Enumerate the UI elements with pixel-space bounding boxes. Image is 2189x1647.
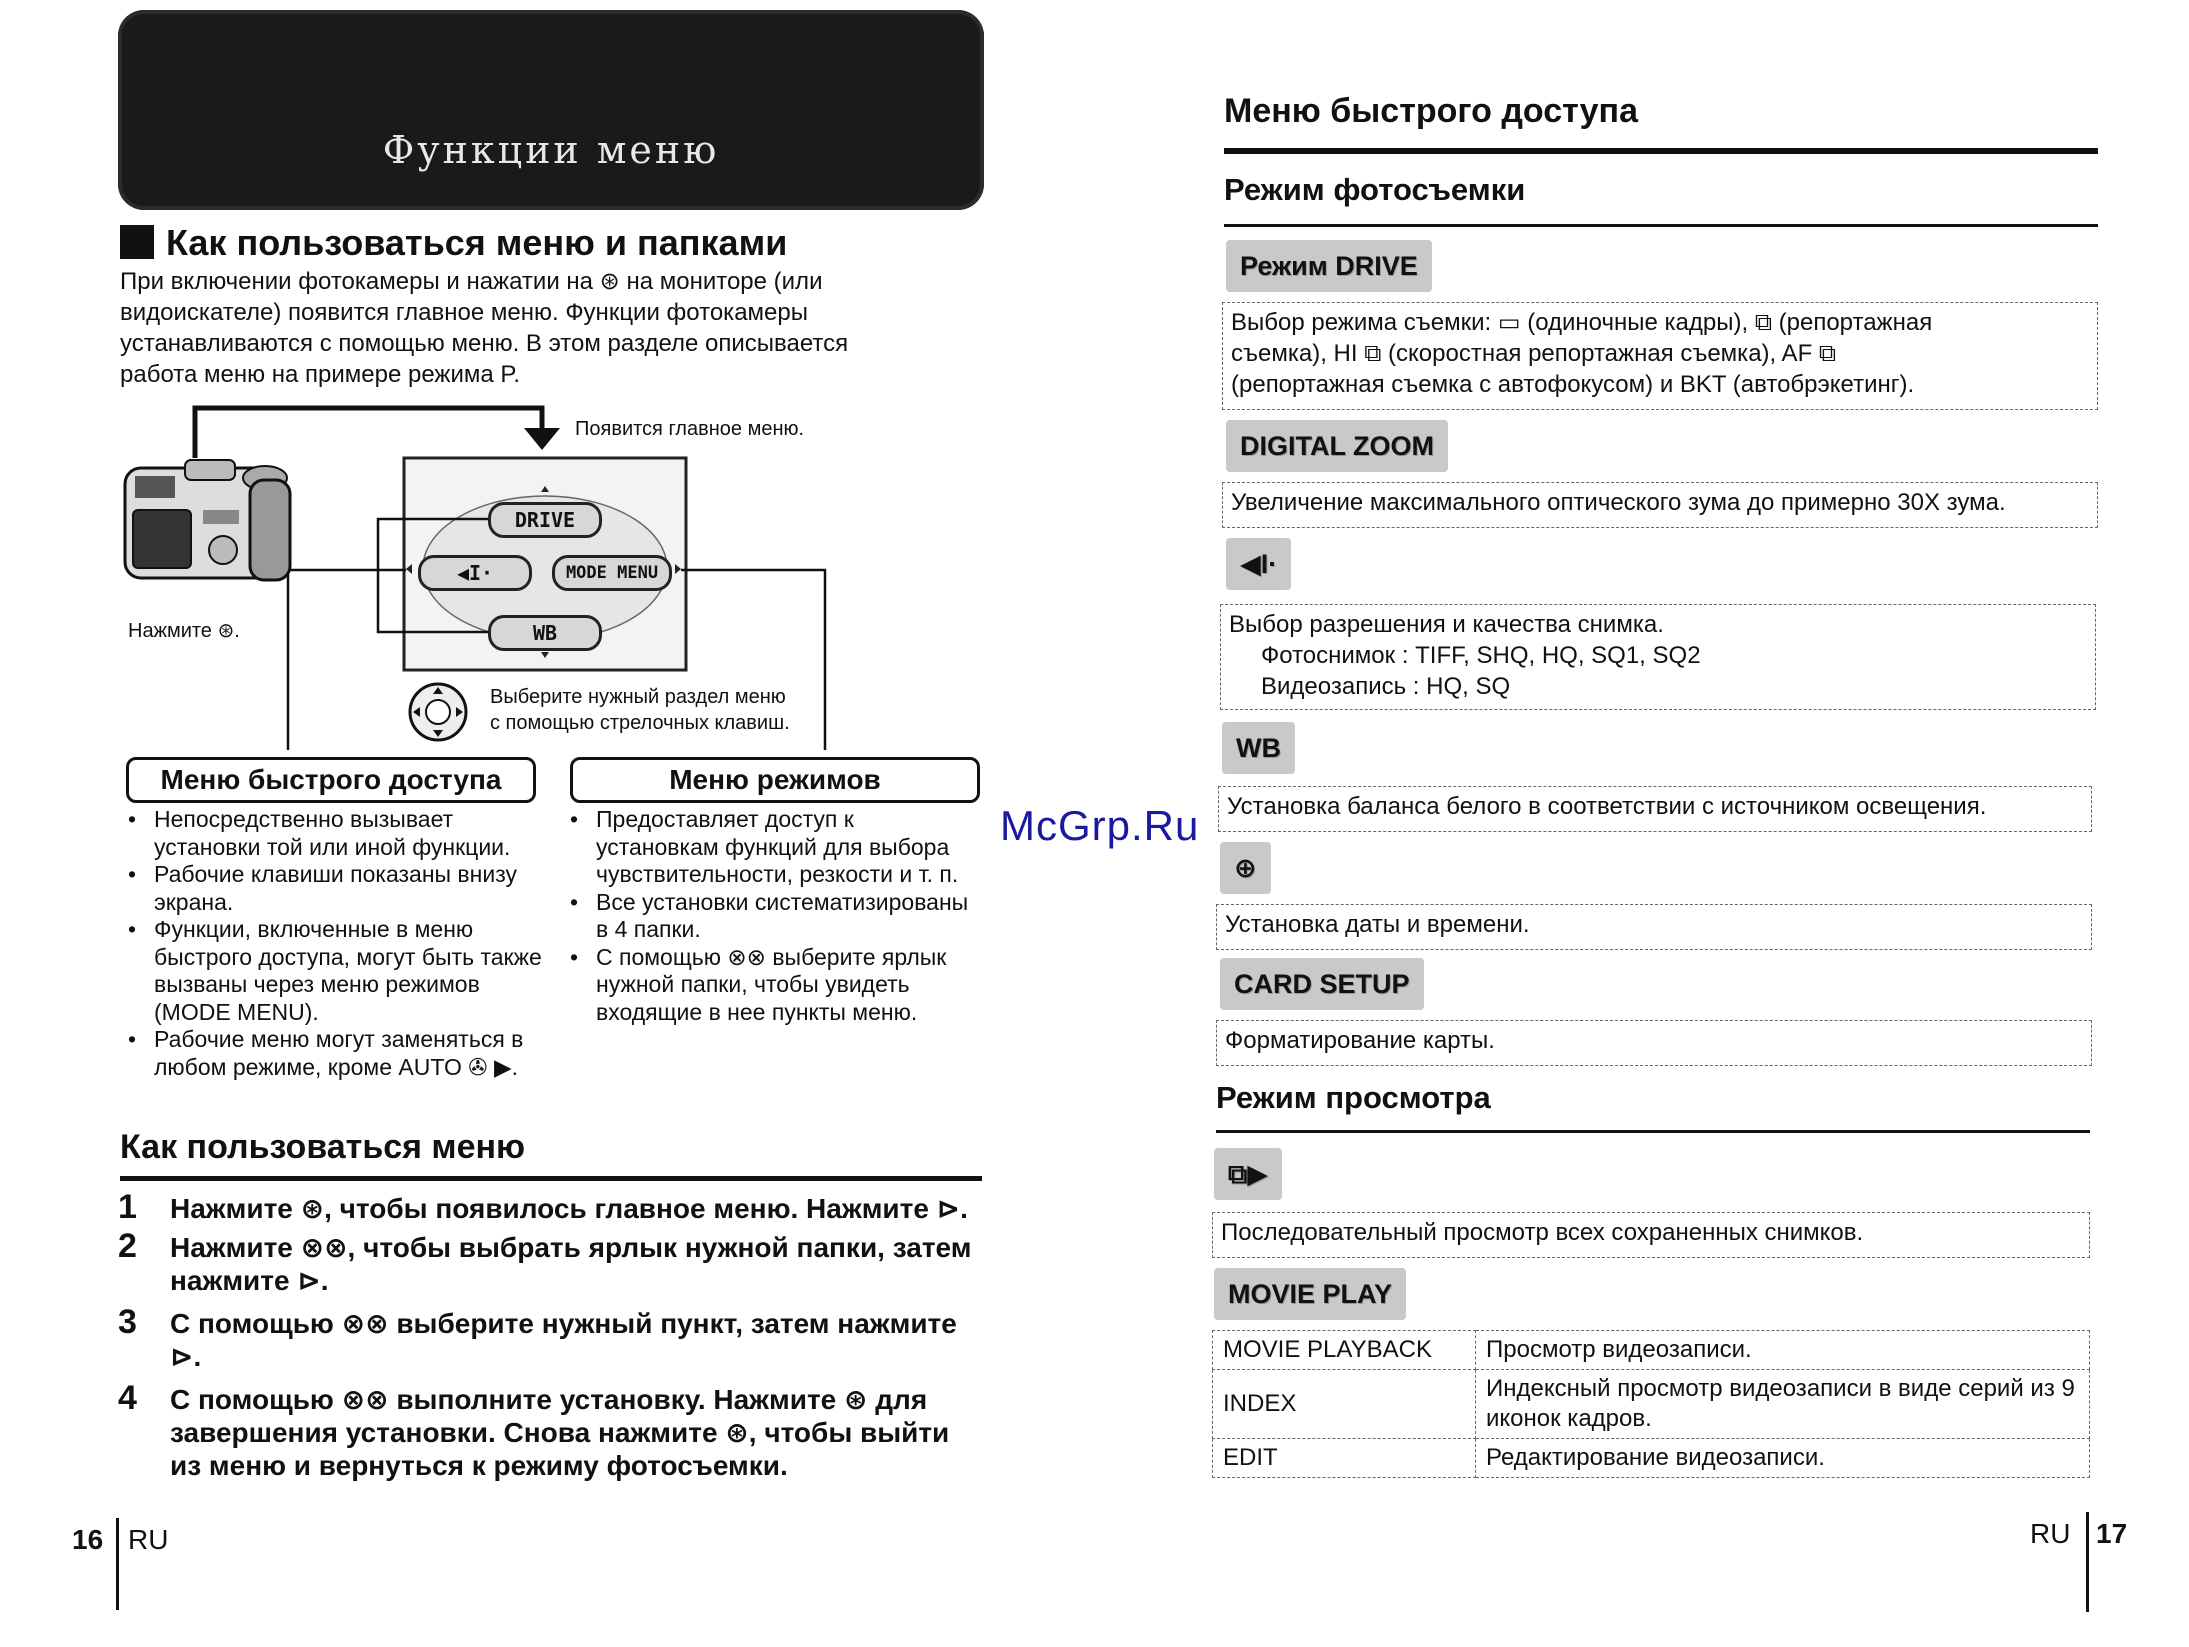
lang-label-left: RU xyxy=(128,1524,169,1555)
desc-line: Фотоснимок : TIFF, SHQ, HQ, SQ1, SQ2 xyxy=(1261,642,1701,669)
banner-title: Функции меню xyxy=(382,128,720,172)
list-item: • Рабочие меню могут заменяться в любом режиме, кроме AUTO ✇ ▶. xyxy=(128,1026,548,1081)
list-item: • Предоставляет доступ к установкам функций для выбора чувствительности, резкости и т. п. xyxy=(570,806,980,889)
wb-desc xyxy=(1218,786,2092,832)
arrow-note xyxy=(490,684,790,736)
quality-tag: ◀I· xyxy=(1226,538,1291,590)
quality-desc xyxy=(1220,604,2096,710)
arrow-note-line: Выберите нужный раздел меню xyxy=(490,686,786,708)
desc-line: Установка даты и времени. xyxy=(1225,911,1530,938)
chapter-banner xyxy=(118,10,984,210)
arrow-note-line: с помощью стрелочных клавиш. xyxy=(490,712,790,734)
page-divider-right xyxy=(2086,1512,2089,1612)
step-text: С помощью ⊗⊗ выберите нужный пункт, затем нажмите ⊳. xyxy=(170,1308,957,1372)
step-number: 4 xyxy=(118,1379,137,1417)
table-value: Индексный просмотр видеозаписи в виде серий из 9 иконок кадров. xyxy=(1476,1370,2090,1439)
right-heading: Меню быстрого доступа xyxy=(1224,92,1638,130)
table-key: INDEX xyxy=(1213,1370,1476,1439)
list-item: • Функции, включенные в меню быстрого доступа, могут быть также вызваны через меню режимов (MODE MENU). xyxy=(128,916,548,1026)
table-value: Редактирование видеозаписи. xyxy=(1476,1439,2090,1478)
playback-rule xyxy=(1216,1130,2090,1133)
desc-line: Выбор разрешения и качества снимка. xyxy=(1229,611,1664,638)
how-to-heading: Как пользоваться меню xyxy=(120,1128,526,1166)
right-heading-rule xyxy=(1224,148,2098,154)
card-setup-tag: CARD SETUP xyxy=(1220,958,1424,1010)
step-item xyxy=(118,1379,988,1482)
lang-label-right: RU xyxy=(2030,1518,2071,1549)
movie-play-tag: MOVIE PLAY xyxy=(1214,1268,1406,1320)
digital-zoom-tag: DIGITAL ZOOM xyxy=(1226,420,1448,472)
desc-line: Выбор режима съемки: ▭ (одиночные кадры), ⧉ (репортажная xyxy=(1231,309,1933,336)
mode-menu-bullets xyxy=(570,806,980,1026)
desc-line: Форматирование карты. xyxy=(1225,1027,1495,1054)
desc-line: Увеличение максимального оптического зума до примерно 30X зума. xyxy=(1231,489,2006,516)
clock-tag: ⊕ xyxy=(1220,842,1271,894)
page-number-left: 16 xyxy=(72,1524,104,1555)
intro-paragraph xyxy=(120,266,980,390)
drive-tab: DRIVE xyxy=(488,502,602,538)
playback-desc: Последовательный просмотр всех сохраненных снимков. xyxy=(1212,1212,2090,1258)
mode-menu-title: Меню режимов xyxy=(570,757,980,803)
heading-square-icon xyxy=(120,225,154,259)
photo-mode-heading: Режим фотосъемки xyxy=(1224,172,1526,207)
page-number-right: 17 xyxy=(2096,1518,2128,1549)
section-heading xyxy=(120,222,787,264)
list-item: • Непосредственно вызывает установки той или иной функции. xyxy=(128,806,548,861)
table-value: Просмотр видеозаписи. xyxy=(1476,1331,2090,1370)
step-text: Нажмите ⊗⊗, чтобы выбрать ярлык нужной папки, затем нажмите ⊳. xyxy=(170,1232,972,1296)
table-row xyxy=(1213,1370,2090,1439)
menu-diagram xyxy=(120,400,980,750)
steps-list xyxy=(118,1188,988,1482)
section-heading-text: Как пользоваться меню и папками xyxy=(166,222,788,263)
drive-mode-desc xyxy=(1222,302,2098,410)
list-item: • Все установки систематизированы в 4 папки. xyxy=(570,889,980,944)
step-text: Нажмите ⊛, чтобы появилось главное меню. Нажмите ⊳. xyxy=(170,1193,968,1224)
table-key: MOVIE PLAYBACK xyxy=(1213,1331,1476,1370)
list-item: • С помощью ⊗⊗ выберите ярлык нужной папки, чтобы увидеть входящие в нее пункты меню. xyxy=(570,944,980,1027)
card-setup-desc xyxy=(1216,1020,2092,1066)
mode-menu-tab: MODE MENU xyxy=(552,555,672,591)
playback-heading: Режим просмотра xyxy=(1216,1080,1491,1115)
press-note: Нажмите ⊛. xyxy=(128,620,240,642)
quick-menu-title: Меню быстрого доступа xyxy=(126,757,536,803)
intro-line: видоискателе) появится главное меню. Функции фотокамеры xyxy=(120,299,808,326)
intro-line: устанавливаются с помощью меню. В этом разделе описывается xyxy=(120,330,849,357)
heading-rule xyxy=(120,1176,982,1181)
wb-tag: WB xyxy=(1222,722,1295,774)
watermark: McGrp.Ru xyxy=(1000,802,1200,849)
intro-line: При включении фотокамеры и нажатии на ⊛ на мониторе (или xyxy=(120,268,823,295)
table-row xyxy=(1213,1439,2090,1478)
desc-line: Установка баланса белого в соответствии с источником освещения. xyxy=(1227,793,1987,820)
table-row xyxy=(1213,1331,2090,1370)
step-item xyxy=(118,1303,988,1373)
desc-line: (репортажная съемка с автофокусом) и BKT (автобрэкетинг). xyxy=(1231,371,1915,398)
step-number: 2 xyxy=(118,1227,137,1265)
step-number: 1 xyxy=(118,1188,137,1226)
list-item: • Рабочие клавиши показаны внизу экрана. xyxy=(128,861,548,916)
intro-line: работа меню на примере режима P. xyxy=(120,361,520,388)
table-key: EDIT xyxy=(1213,1439,1476,1478)
quality-tab: ◀I· xyxy=(418,555,532,591)
desc-line: Видеозапись : HQ, SQ xyxy=(1261,673,1511,700)
quick-menu-bullets xyxy=(128,806,548,1081)
desc-line: съемка), HI ⧉ (скоростная репортажная съемка), AF ⧉ xyxy=(1231,340,1837,367)
wb-tab: WB xyxy=(488,615,602,651)
playback-tag: ⧉▶ xyxy=(1214,1148,1282,1200)
page-divider-left xyxy=(116,1518,119,1610)
step-text: С помощью ⊗⊗ выполните установку. Нажмите ⊛ для завершения установки. Снова нажмите ⊛, чтобы выйти из меню и вернуться к режиму фотосъемки. xyxy=(170,1384,950,1481)
step-item xyxy=(118,1188,988,1226)
digital-zoom-desc xyxy=(1222,482,2098,528)
main-menu-note: Появится главное меню. xyxy=(575,418,805,440)
step-item xyxy=(118,1227,988,1297)
movie-play-table xyxy=(1212,1330,2090,1478)
photo-mode-rule xyxy=(1224,224,2098,227)
step-number: 3 xyxy=(118,1303,137,1341)
drive-mode-tag: Режим DRIVE xyxy=(1226,240,1432,292)
clock-desc xyxy=(1216,904,2092,950)
